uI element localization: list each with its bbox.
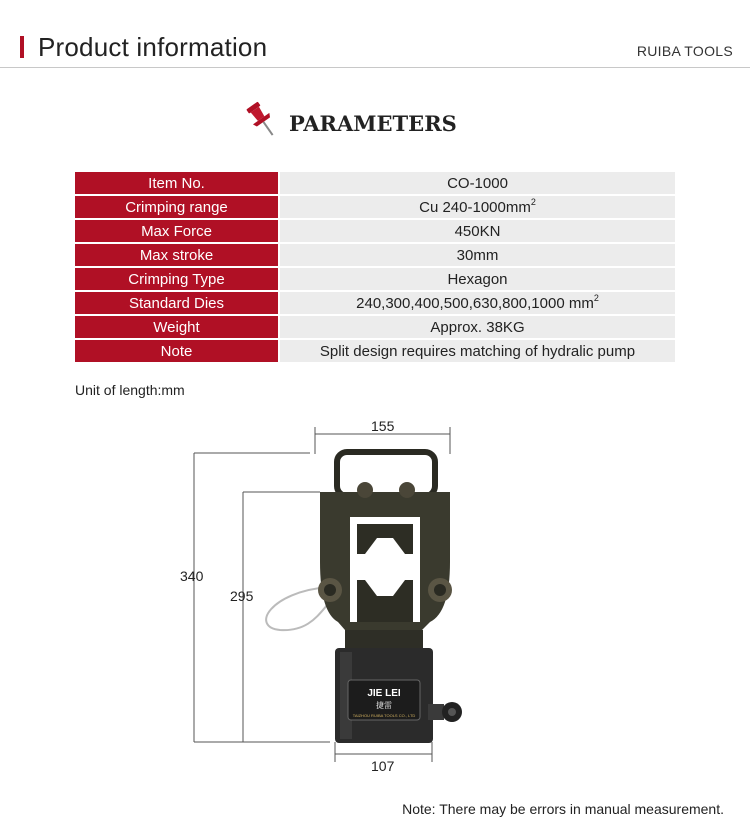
measurement-footnote: Note: There may be errors in manual measurement. xyxy=(402,801,724,817)
parameter-value-text: 240,300,400,500,630,800,1000 mm xyxy=(356,295,594,312)
parameter-value xyxy=(280,292,675,316)
parameter-name: Note xyxy=(75,340,280,364)
table-row xyxy=(75,316,675,340)
parameter-name: Max Force xyxy=(75,220,280,244)
parameter-name: Weight xyxy=(75,316,280,340)
page-title: Product information xyxy=(38,32,268,62)
parameter-name: Max stroke xyxy=(75,244,280,268)
page-header xyxy=(0,0,750,68)
parameter-value xyxy=(280,220,675,244)
table-row xyxy=(75,244,675,268)
dimension-width-label: 155 xyxy=(371,418,395,434)
parameter-value xyxy=(280,196,675,220)
product-maker-label: TAIZHOU RUIBA TOOLS CO., LTD xyxy=(352,713,416,718)
parameter-value-text: Cu 240-1000mm xyxy=(419,199,531,216)
parameter-value xyxy=(280,340,675,364)
parameter-name: Crimping range xyxy=(75,196,280,220)
unit-note: Unit of length:mm xyxy=(75,382,185,398)
parameter-name: Standard Dies xyxy=(75,292,280,316)
table-row xyxy=(75,340,675,364)
parameter-value xyxy=(280,268,675,292)
crimping-tool-illustration xyxy=(160,412,500,782)
brand-name: RUIBA TOOLS xyxy=(636,43,733,59)
header-accent-bar xyxy=(20,36,24,58)
parameter-name: Crimping Type xyxy=(75,268,280,292)
superscript: 2 xyxy=(593,293,599,303)
superscript: 2 xyxy=(530,197,536,207)
product-brand-label: JIE LEI xyxy=(367,688,401,699)
table-row xyxy=(75,172,675,196)
dimension-body-height-label: 295 xyxy=(230,588,254,604)
table-row xyxy=(75,220,675,244)
dimension-total-height-label: 340 xyxy=(180,568,204,584)
parameter-value-text: CO-1000 xyxy=(447,174,508,192)
product-drawing xyxy=(160,412,500,782)
parameter-value xyxy=(280,244,675,268)
parameter-value xyxy=(280,172,675,196)
parameter-value-text: Hexagon xyxy=(447,270,508,288)
table-row xyxy=(75,268,675,292)
carry-handle xyxy=(337,452,435,496)
table-row xyxy=(75,292,675,316)
parameter-value-text: 30mm xyxy=(456,246,499,264)
parameter-name: Item No. xyxy=(75,172,280,196)
parameter-value-text: 450KN xyxy=(454,222,501,240)
parameter-value-text: Approx. 38KG xyxy=(430,318,525,336)
parameter-value xyxy=(280,316,675,340)
parameters-title: PARAMETERS xyxy=(289,111,457,136)
product-chinese-label: 捷雷 xyxy=(376,701,392,710)
table-row xyxy=(75,196,675,220)
dimension-base-width-label: 107 xyxy=(371,758,395,774)
parameter-value-text: Split design requires matching of hydralic pump xyxy=(319,342,636,360)
pushpin-icon xyxy=(244,101,276,143)
parameters-table xyxy=(75,172,675,364)
